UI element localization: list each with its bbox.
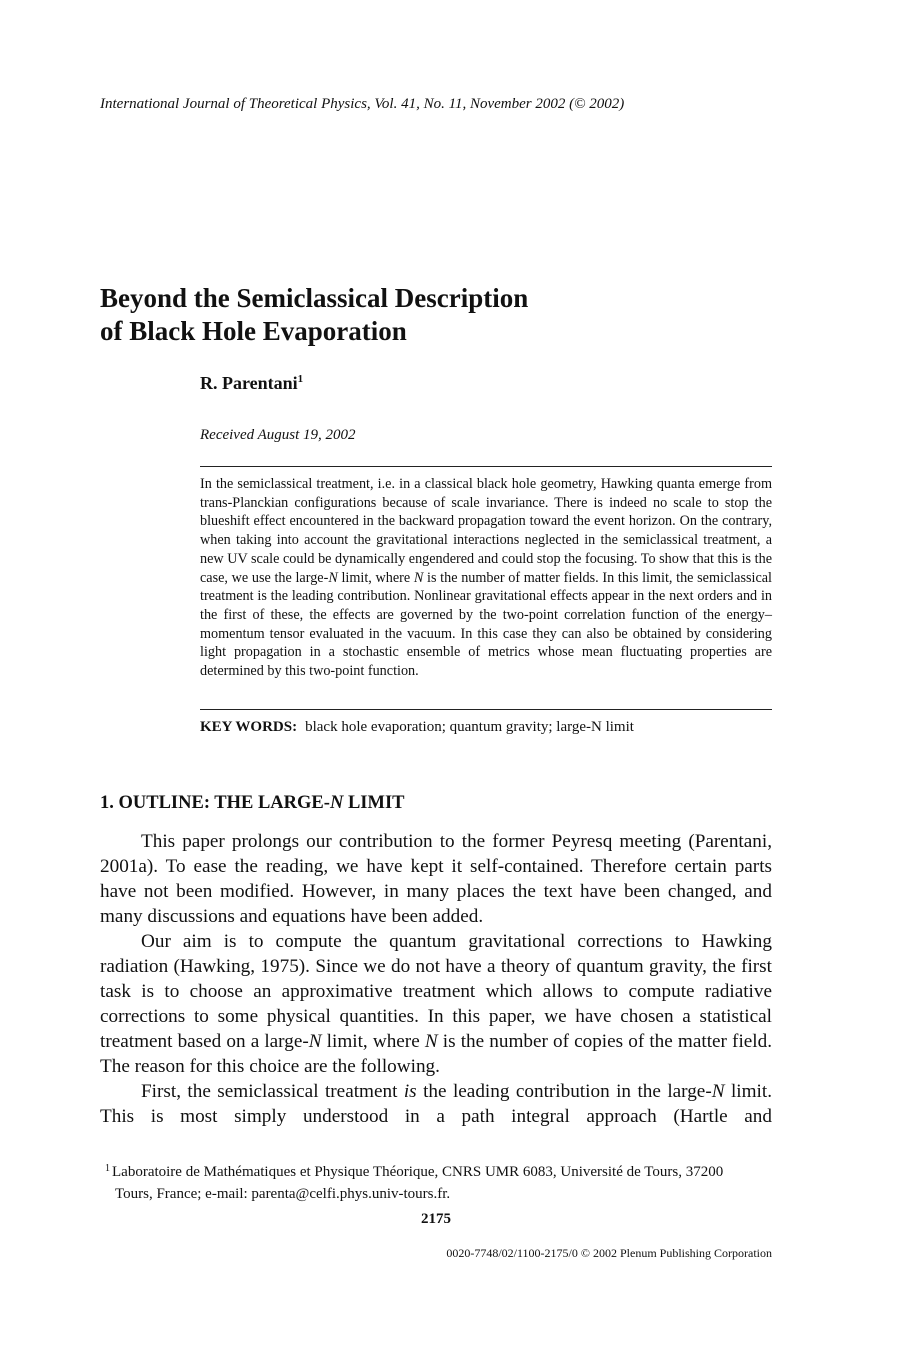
title-line-2: of Black Hole Evaporation <box>100 316 407 346</box>
abstract-bottom-rule <box>200 709 772 710</box>
section-heading-suffix: LIMIT <box>343 793 405 813</box>
section-heading-prefix: 1. OUTLINE: THE LARGE- <box>100 793 330 813</box>
p3-text-c: limit. This is most simply understood in a path integral approach (Hartle and <box>100 1081 773 1127</box>
section-heading-N: N <box>329 793 344 813</box>
page-number: 2175 <box>421 1211 451 1227</box>
title-line-1: Beyond the Semiclassical Description <box>100 283 529 313</box>
keywords <box>200 719 634 736</box>
copyright-line: 0020-7748/02/1100-2175/0 © 2002 Plenum Publishing Corporation <box>446 1246 772 1260</box>
abstract-top-rule <box>200 466 772 467</box>
abstract-N-1: N <box>328 569 338 586</box>
p2-text-b: limit, where <box>321 1031 425 1052</box>
p2-N-2: N <box>424 1031 438 1052</box>
footnote-text-1: Laboratoire de Mathématiques et Physique Théorique, CNRS UMR 6083, Université de Tours, 37200 <box>112 1164 724 1180</box>
footnote-mark: 1 <box>105 1163 110 1174</box>
abstract-text-3: is the number of matter fields. In this limit, the semiclassical treatment is the leading contribution. Nonlinear gravitational effects appear in the next orders and in the first of these, the effects are governed by the two-point correlation function of the energy–momentum tensor evaluated in the vacuum. In this case they can also be obtained by considering light propagation in a stochastic ensemble of metrics whose mean fluctuating properties are determined by this two-point function. <box>200 569 773 680</box>
keywords-label: KEY WORDS: <box>200 719 298 735</box>
p3-is: is <box>403 1081 417 1102</box>
abstract-text-2: limit, where <box>337 569 414 586</box>
abstract <box>200 475 772 681</box>
p2-text-c: is the number of copies of the matter field. The reason for this choice are the following. <box>100 1031 773 1077</box>
footnote-line-2: Tours, France; e-mail: parenta@celfi.phys.univ-tours.fr. <box>115 1186 451 1202</box>
p2-text-a: Our aim is to compute the quantum gravitational corrections to Hawking radiation (Hawking, 1975). Since we do not have a theory of quantum gravity, the first task is to choose an approximative treatment which allows to compute radiative corrections to some physical quantities. In this paper, we have chosen a statistical treatment based on a large- <box>100 931 772 1052</box>
paragraph-2 <box>100 929 772 1079</box>
paper-title <box>100 282 528 348</box>
body-text <box>100 829 772 1129</box>
abstract-N-2: N <box>413 569 424 586</box>
abstract-text-1: In the semiclassical treatment, i.e. in a classical black hole geometry, Hawking quanta emerge from trans-Planckian configurations because of scale invariance. There is indeed no scale to stop the blueshift effect encountered in the backward propagation toward the event horizon. On the contrary, when taking into account the gravitational interactions neglected in the semiclassical treatment, a new UV scale could be dynamically engendered and could stop the focusing. To show that this is the case, we use the large- <box>200 476 772 586</box>
footnote <box>100 1158 772 1205</box>
p2-N-1: N <box>308 1031 322 1052</box>
paragraph-1: This paper prolongs our contribution to the former Peyresq meeting (Parentani, 2001a). To ease the reading, we have kept it self-contained. Therefore certain parts have not been modified. However, in many places the text have been changed, and many discussions and equations have been added. <box>100 831 772 927</box>
author-name: R. Parentani <box>200 373 298 393</box>
keywords-text: black hole evaporation; quantum gravity; large-N limit <box>305 719 634 735</box>
p3-text-b: the leading contribution in the large- <box>416 1081 712 1102</box>
received-date: Received August 19, 2002 <box>200 427 356 443</box>
journal-header: International Journal of Theoretical Physics, Vol. 41, No. 11, November 2002 (© 2002) <box>100 96 625 112</box>
author <box>200 373 303 394</box>
p3-N: N <box>711 1081 725 1102</box>
paragraph-3 <box>100 1079 772 1129</box>
section-heading <box>100 793 404 814</box>
footnote-line-1 <box>100 1158 772 1183</box>
author-footnote-mark[interactable]: 1 <box>297 373 304 385</box>
p3-text-a: First, the semiclassical treatment <box>141 1081 404 1102</box>
